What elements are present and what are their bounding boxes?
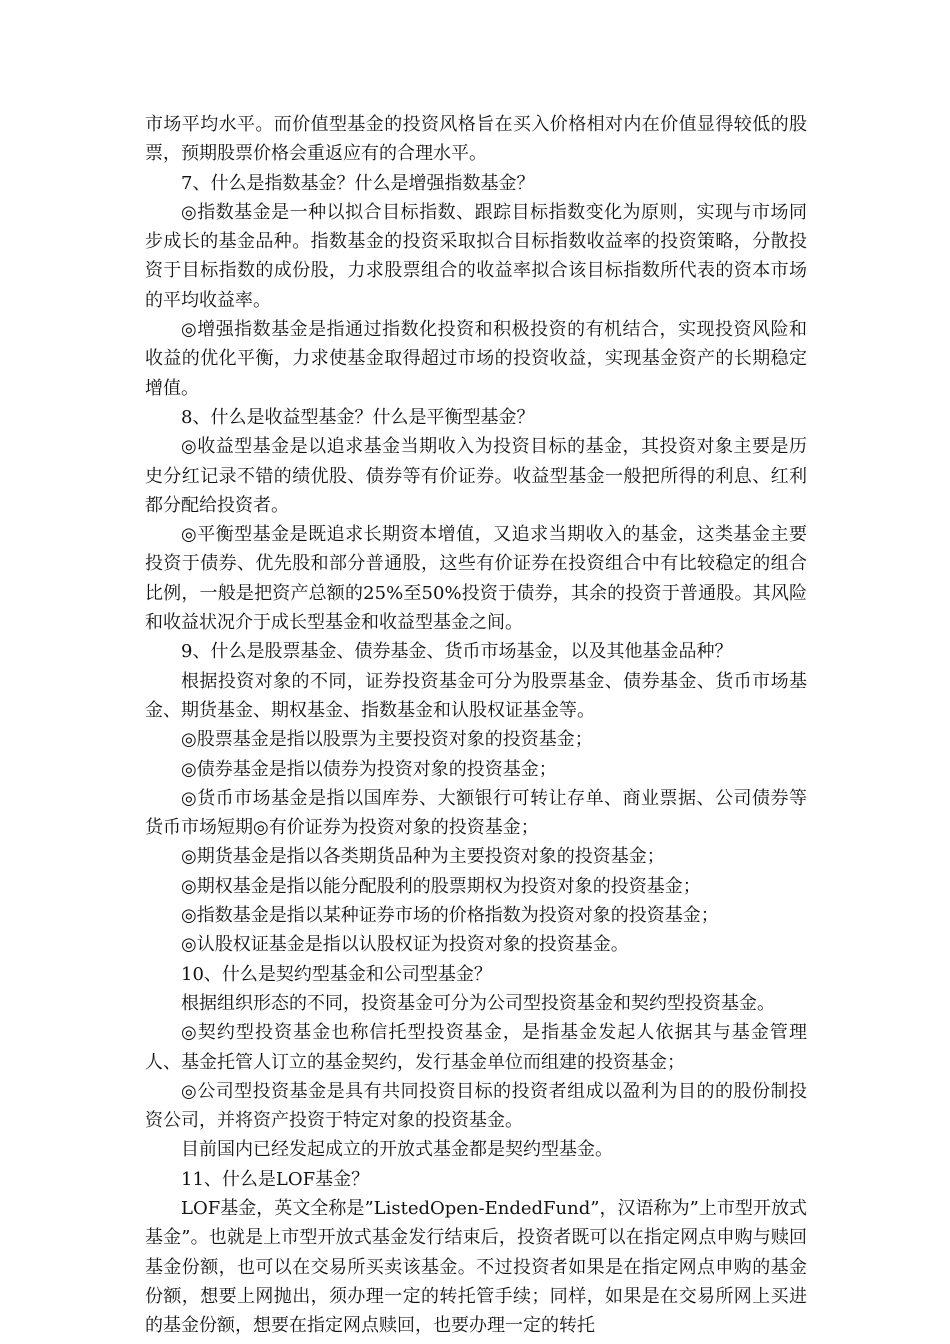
question-heading: 10、什么是契约型基金和公司型基金？ (181, 963, 492, 985)
paragraph: 市场平均水平。而价值型基金的投资风格旨在买入价格相对内在价值显得较低的股票，预期股票价格会重返应有的合理水平。 (145, 114, 807, 165)
question-heading: 7、什么是指数基金？什么是增强指数基金？ (181, 172, 535, 194)
paragraph: ◎公司型投资基金是具有共同投资目标的投资者组成以盈利为目的的股份制投资公司，并将资产投资于特定对象的投资基金。 (145, 1080, 807, 1132)
list-item: ◎股票基金是指以股票为主要投资对象的投资基金； (181, 729, 593, 751)
list-item: ◎认股权证基金是指以认股权证为投资对象的投资基金。 (181, 934, 629, 956)
paragraph: ◎指数基金是一种以拟合目标指数、跟踪目标指数变化为原则，实现与市场同步成长的基金品种。指数基金的投资采取拟合目标指数收益率的投资策略，分散投资于目标指数的成份股，力求股票组合的收益率拟合该目标指数所代表的资本市场的平均收益率。 (145, 201, 807, 311)
list-item: ◎指数基金是指以某种证券市场的价格指数为投资对象的投资基金； (181, 905, 719, 927)
list-item: ◎货币市场基金是指以国库券、大额银行可转让存单、商业票据、公司债券等货币市场短期◎有价证券为投资对象的投资基金； (145, 787, 807, 839)
paragraph: LOF基金，英文全称是”ListedOpen-EndedFund”，汉语称为”上市型开放式基金”。也就是上市型开放式基金发行结束后，投资者既可以在指定网点申购与赎回基金份额，也可以在交易所买卖该基金。不过投资者如果是在指定网点申购的基金份额，想要上网抛出，须办理一定的转托管手续；同样，如果是在交易所网上买进的基金份额，想要在指定网点赎回，也要办理一定的转托 (145, 1197, 807, 1337)
list-item: ◎期货基金是指以各类期货品种为主要投资对象的投资基金； (181, 846, 665, 868)
question-heading: 9、什么是股票基金、债券基金、货币市场基金，以及其他基金品种？ (181, 641, 733, 663)
paragraph: 根据投资对象的不同，证券投资基金可分为股票基金、债券基金、货币市场基金、期货基金、期权基金、指数基金和认股权证基金等。 (145, 670, 807, 721)
paragraph: ◎平衡型基金是既追求长期资本增值，又追求当期收入的基金，这类基金主要投资于债券、优先股和部分普通股，这些有价证券在投资组合中有比较稳定的组合比例，一般是把资产总额的25%至50%投资于债券，其余的投资于普通股。其风险和收益状况介于成长型基金和收益型基金之间。 (145, 524, 807, 634)
paragraph: 根据组织形态的不同，投资基金可分为公司型投资基金和契约型投资基金。 (181, 992, 775, 1014)
paragraph: 目前国内已经发起成立的开放式基金都是契约型基金。 (181, 1139, 613, 1161)
question-heading: 8、什么是收益型基金？什么是平衡型基金？ (181, 406, 535, 428)
paragraph: ◎增强指数基金是指通过指数化投资和积极投资的有机结合，实现投资风险和收益的优化平衡，力求使基金取得超过市场的投资收益，实现基金资产的长期稳定增值。 (145, 319, 807, 399)
document-body (145, 110, 807, 1340)
question-heading: 11、什么是LOF基金？ (181, 1168, 370, 1190)
list-item: ◎债券基金是指以债券为投资对象的投资基金； (181, 758, 557, 780)
paragraph: ◎收益型基金是以追求基金当期收入为投资目标的基金，其投资对象主要是历史分红记录不错的绩优股、债券等有价证券。收益型基金一般把所得的利息、红利都分配给投资者。 (145, 436, 807, 516)
list-item: ◎期权基金是指以能分配股利的股票期权为投资对象的投资基金； (181, 875, 701, 897)
paragraph: ◎契约型投资基金也称信托型投资基金，是指基金发起人依据其与基金管理人、基金托管人订立的基金契约，发行基金单位而组建的投资基金； (145, 1022, 807, 1073)
